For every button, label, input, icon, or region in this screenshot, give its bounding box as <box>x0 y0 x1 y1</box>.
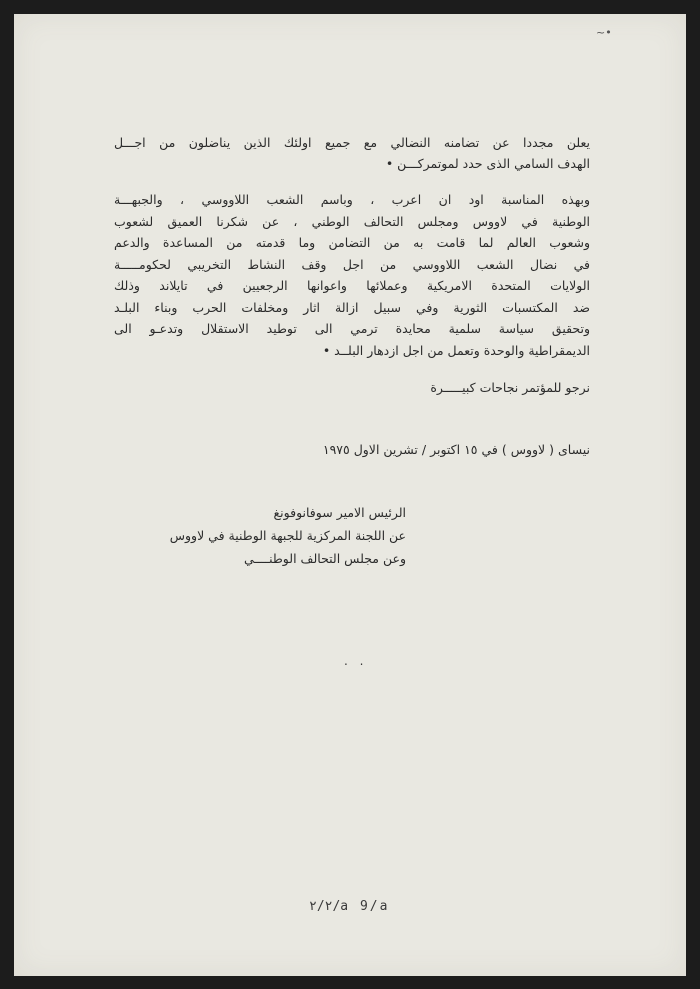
text-line: الهدف السامي الذى حدد لموتمركـــن • <box>385 156 590 171</box>
signatory-title: وعن مجلس التحالف الوطنــــي <box>244 551 406 566</box>
signatory-name: الرئيس الامير سوفانوفونغ <box>273 505 406 520</box>
paragraph-solidarity <box>114 132 590 174</box>
signature-block <box>170 501 406 570</box>
text-line: يعلن مجددا عن تضامنه النضالي مع جميع اولئك الذين يناضلون من اجـــل <box>114 135 590 150</box>
closing-wish: نرجو للمؤتمر نجاحات كبيـــــرة <box>430 380 590 395</box>
corner-mark: ~• <box>596 26 612 39</box>
text-line: وشعوب العالم لما قامت به من التضامن وما قدمته من المساعدة والدعم <box>114 235 590 250</box>
page-reference: ٢/٢/a 9/a <box>309 899 390 914</box>
text-line: في نضال الشعب اللاووسي من اجل وقف النشاط التخريبي لحكومـــــة <box>114 256 590 272</box>
text-line: الديمقراطية والوحدة وتعمل من اجل ازدهار البلــد • <box>322 342 590 358</box>
text-line: وتحقيق سياسة سلمية محايدة ترمي الى توطيد الاستقلال وتدعـو الى <box>114 321 590 336</box>
date-line: نيسای ( لاووس ) في ١٥ اكتوبر / تشرين الاول ١٩٧٥ <box>322 442 590 457</box>
text-line: الوطنية في لاووس ومجلس التحالف الوطني ، عن شكرنا العميق لشعوب <box>114 213 590 229</box>
text-line: ضد المكتسبات الثورية وفي سبيل ازالة اثار ومخلفات الحرب وبناء البلـد <box>114 299 590 315</box>
text-line: وبهذه المناسبة اود ان اعرب ، وباسم الشعب اللاووسي ، والجبهـــة <box>114 192 590 207</box>
paragraph-thanks <box>114 189 590 361</box>
text-line: الولايات المتحدة الامريكية وعملائها واعوانها الرجعيين في تايلاند وذلك <box>114 278 590 293</box>
ellipsis-dots: . . <box>344 654 368 668</box>
document-page <box>14 14 686 976</box>
signatory-title: عن اللجنة المركزية للجبهة الوطنية في لاووس <box>169 528 406 543</box>
